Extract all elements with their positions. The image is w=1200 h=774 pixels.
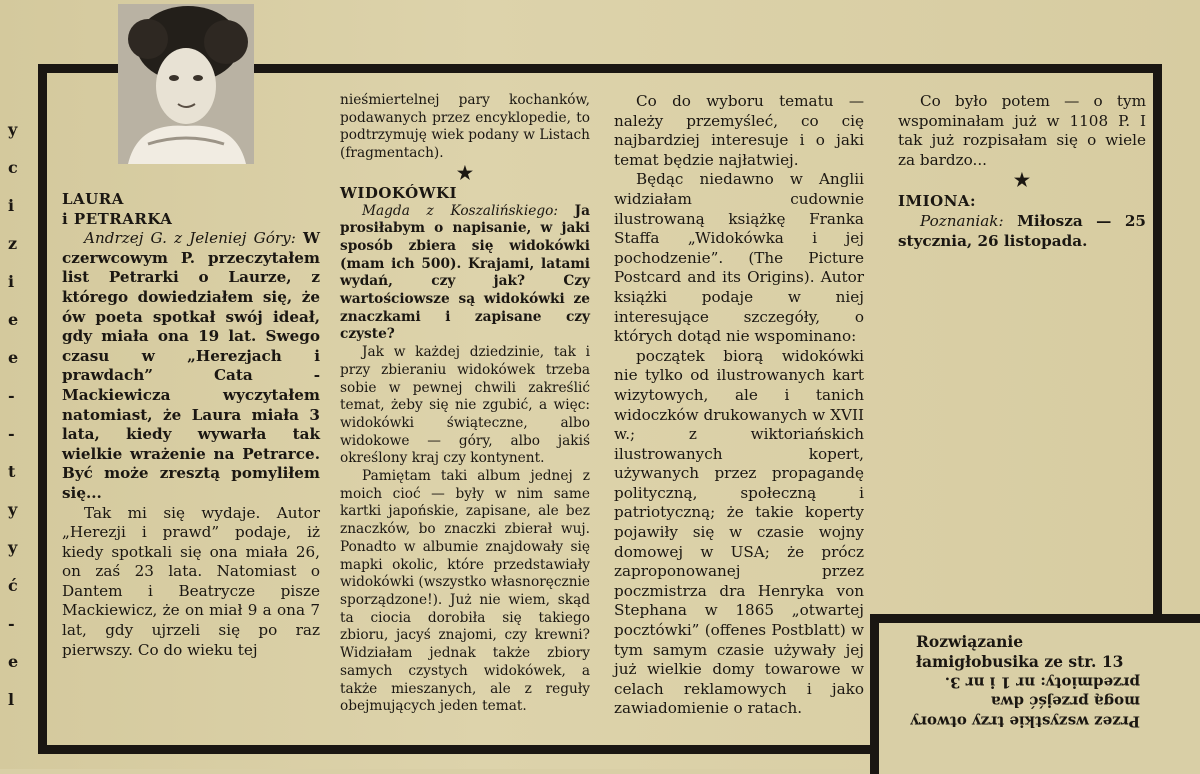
edge-letter: - — [8, 386, 15, 405]
laura-letter-text: W czerwcowym P. przeczytałem list Petrarki o Laurze, z którego dowiedziałem się, że ów poeta spotkał swój ideał, gdy miała ona 19 lat. Swego czasu w „Herezjach i prawdach” Cata - Mackiewicza wyczytałem natomiast, że Laura miała 3 lata, kiedy wywarła tak wielkie wrażenie na Petrarce. Być może zresztą pomyliłem się... — [62, 229, 321, 502]
widokowki-paragraph-5: początek biorą widokówki nie tylko od ilustrowanych kart wizytowych, ale i tanich widoczków drukowanych w XVII w.; z wiktoriańskich ilustrowanych kopert, używanych przez propagandę polityczną, społeczną i patriotyczną; że takie koperty pojawiły się w czasie wojny domowej w USA; że prócz zaproponowanej przez poczmistrza dra Henryka von Stephana w 1865 „otwartej pocztówki” (offenes Postblatt) w tym samym czasie używały jej już wielkie domy towarowe w celach reklamowych i jako zawiadomienie o ratach. — [614, 346, 864, 718]
column-1 — [62, 190, 320, 660]
edge-letter: i — [8, 196, 15, 215]
adjacent-column-fragment — [0, 120, 30, 760]
column-4 — [898, 92, 1146, 251]
imiona-text: Miłosza — 25 stycznia, 26 listopada. — [898, 211, 1146, 250]
imiona-heading: IMIONA: — [898, 192, 977, 211]
edge-letter: t — [8, 462, 16, 481]
puzzle-solution-title: Rozwiązanie łamigłobusika ze str. 13 — [916, 632, 1124, 671]
edge-letter: e — [8, 348, 19, 367]
edge-letter: y — [8, 538, 18, 557]
edge-letter: y — [8, 500, 18, 519]
laura-reply-part-1: Tak mi się wydaje. Autor „Herezji i prawd” podaje, iż kiedy spotkali się ona miała 26, on zaś 23 lata. Natomiast o Dantem i Beatrycze pisze Mackiewicz, że on miał 9 a ona 7 lat, gdy ujrzeli się po raz pierwszy. Co do wieku tej — [62, 503, 320, 659]
edge-letter: - — [8, 614, 15, 633]
edge-letter: - — [8, 424, 15, 443]
edge-letter: ć — [8, 576, 18, 595]
column-2 — [340, 92, 590, 716]
edge-letter: e — [8, 310, 19, 329]
widokowki-paragraph-2: Pamiętam taki album jednej z moich cioć — były w nim same kartki japońskie, zapisane, ale bez znaczków, bo znaczki zbierał wuj. Ponadto w albumie znajdowały się mapki okolic, które przedstawiały widokówki (wszystko własnoręcznie sporządzone!). Już nie wiem, skąd ta ciocia dorobiła się takiego zbioru, jacyś znajomi, czy krewni? Widziałam jednak także zbiory samych czystych widokówek, a także mieszanych, ale z reguły obejmujących jeden temat. — [340, 468, 591, 715]
edge-letter: i — [8, 272, 15, 291]
imiona-author: Poznaniak: — [920, 211, 1004, 230]
widokowki-paragraph-1: Jak w każdej dziedzinie, tak i przy zbieraniu widokówek trzeba sobie w pewnej chwili zakreślić temat, żeby się nie zgubić, a więc: widokówki świąteczne, albo widokowe — góry, albo jakiś określony kraj czy kontynent. — [340, 344, 590, 467]
laura-heading: LAURA i PETRARKA — [62, 190, 173, 228]
section-separator-star: ★ — [456, 162, 474, 184]
widokowki-heading: WIDOKÓWKI — [340, 183, 458, 202]
edge-letter: c — [8, 158, 18, 177]
edge-letter: z — [8, 234, 18, 253]
edge-letter: y — [8, 120, 18, 139]
column-3 — [614, 92, 864, 719]
edge-letter: e — [8, 652, 19, 671]
puzzle-solution-upside-down: Przez wszystkie trzy otwory mogą przejść dwa przedmioty: nr 1 i nr 3. — [910, 673, 1140, 731]
laura-letter-author: Andrzej G. z Jeleniej Góry: — [84, 229, 296, 248]
widokowki-paragraph-6: Co było potem — o tym wspominałam już w 1108 P. I tak już rozpisałam się o wiele za bardzo... — [898, 92, 1146, 169]
edge-letter: l — [8, 690, 15, 709]
widokowki-paragraph-3: Co do wyboru tematu — należy przemyśleć, co cię najbardziej interesuje i o jaki temat będzie najłatwiej. — [614, 92, 864, 169]
widokowki-paragraph-4: Będąc niedawno w Anglii widziałam cudownie ilustrowaną książkę Franka Staffa „Widokówka i jej pochodzenie”. (The Picture Postcard and its Origins). Autor książki podaje w niej interesujące szczegóły, o których dotąd nie wspominano: — [614, 170, 864, 346]
portrait-photo — [118, 4, 254, 164]
widokowki-letter-text: Ja prosiłabym o napisanie, w jaki sposób zbiera się widokówki (mam ich 500). Krajami, latami wydań, czy jak? Czy wartościowsze są widokówki ze znaczkami i zapisane czy czyste? — [340, 202, 590, 343]
laura-reply-part-2: nieśmiertelnej pary kochanków, podawanych przez encyklopedie, to podtrzymuję wiek podany w Listach (fragmentach). — [340, 92, 590, 162]
widokowki-letter-author: Magda z Koszalińskiego: — [362, 202, 558, 219]
section-separator-star-2: ★ — [1013, 170, 1031, 192]
